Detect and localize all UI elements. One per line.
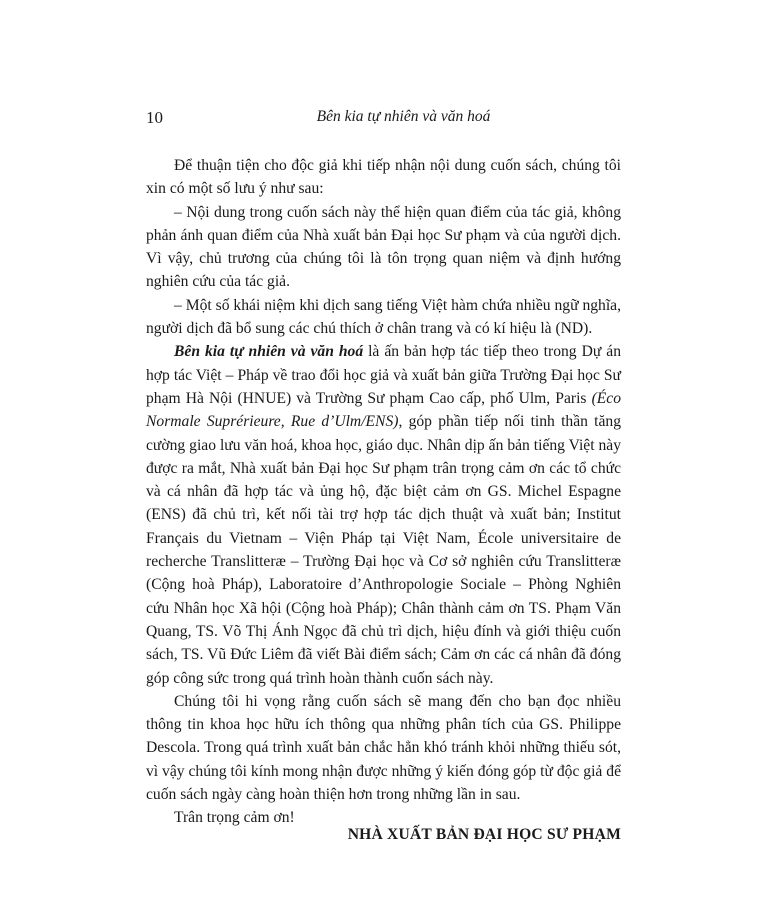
paragraph-hope: Chúng tôi hi vọng rằng cuốn sách sẽ mang đến cho bạn đọc nhiều thông tin khoa học hữu ích thông qua những phân tích của GS. Philippe Descola. Trong quá trình xuất bản chắc hẳn khó tránh khỏi những thiếu sót, vì vậy chúng tôi kính mong nhận được những ý kiến đóng góp từ độc giả để cuốn sách ngày càng hoàn thiện hơn trong những lần in sau. [146, 692, 621, 804]
paragraph-intro: Để thuận tiện cho độc giả khi tiếp nhận nội dung cuốn sách, chúng tôi xin có một số lưu ý như sau: [146, 157, 621, 198]
paragraph-note-1: – Nội dung trong cuốn sách này thể hiện quan điểm của tác giả, không phản ánh quan điểm của Nhà xuất bản Đại học Sư phạm và của người dịch. Vì vậy, chủ trương của chúng tôi là tôn trọng quan niệm và định hướng nghiên cứu của tác giả. [146, 203, 621, 291]
paragraph-note-2: – Một số khái niệm khi dịch sang tiếng Việt hàm chứa nhiều ngữ nghĩa, người dịch đã bổ sung các chú thích ở chân trang và có kí hiệu là (ND). [146, 296, 621, 338]
ack-text-b: , góp phần tiếp nối tinh thần tăng cường giao lưu văn hoá, khoa học, giáo dục. Nhân dịp ấn bản tiếng Việt này được ra mắt, Nhà xuất bản Đại học Sư phạm trân trọng cảm ơn các tổ chức và cá nhân đã hợp tác và ủng hộ, đặc biệt cảm ơn GS. Michel Espagne (ENS) đã chủ trì, kết nối tài trợ hợp tác dịch thuật và xuất bản; Institut Français du Vietnam – Viện Pháp tại Việt Nam, École universitaire de recherche Translitteræ – Trường Đại học và Cơ sở nghiên cứu Translitteræ (Cộng hoà Pháp), Laboratoire d’Anthropologie Sociale – Phòng Nghiên cứu Nhân học Xã hội (Cộng hoà Pháp); Chân thành cảm ơn TS. Phạm Văn Quang, TS. Võ Thị Ánh Ngọc đã chủ trì dịch, hiệu đính và giới thiệu cuốn sách, TS. Vũ Đức Liêm đã viết Bài điểm sách; Cảm ơn các cá nhân đã đóng góp công sức trong quá trình hoàn thành cuốn sách này. [146, 413, 622, 687]
ens-italic: (Éco Normale Suprérieure, Rue d’Ulm/ENS) [146, 389, 621, 431]
book-title-emphasis: Bên kia tự nhiên và văn hoá [174, 343, 364, 361]
paragraph-thanks: Trân trọng cảm ơn! [174, 809, 295, 827]
body-text [146, 154, 621, 830]
running-title: Bên kia tự nhiên và văn hoá [316, 108, 491, 125]
page-number: 10 [146, 108, 163, 127]
paragraph-acknowledgements [146, 340, 621, 689]
publisher-signature: NHÀ XUẤT BẢN ĐẠI HỌC SƯ PHẠM [347, 826, 621, 843]
running-header [146, 108, 621, 132]
ack-text-a: là ấn bản hợp tác tiếp theo trong Dự án hợp tác Việt – Pháp về trao đổi học giả và xuất bản giữa Trường Đại học Sư phạm Hà Nội (HNUE) và Trường Sư phạm Cao cấp, phố Ulm, Paris [146, 343, 621, 407]
